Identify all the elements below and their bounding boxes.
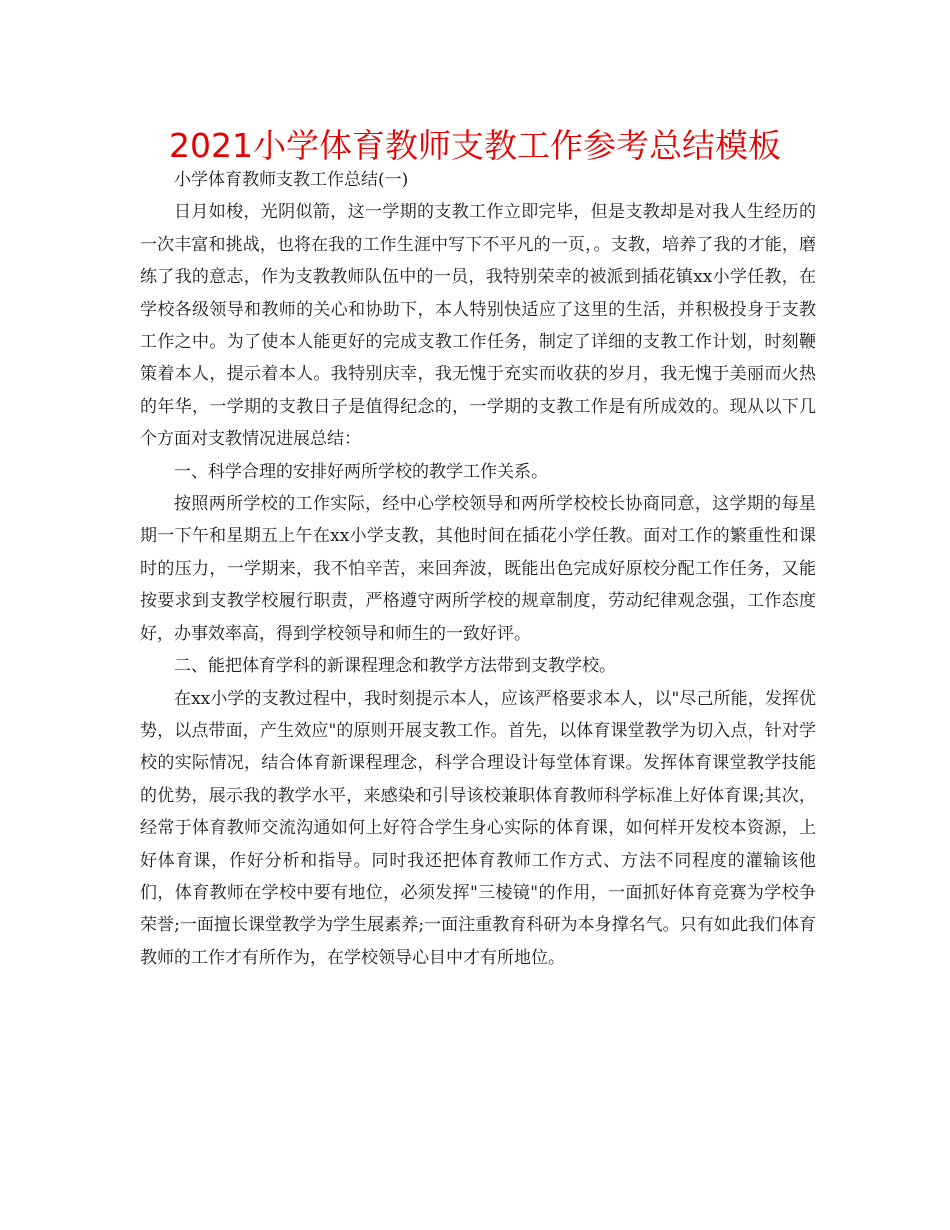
- document-body: [140, 164, 816, 974]
- heading-section-2: 二、能把体育学科的新课程理念和教学方法带到支教学校。: [174, 656, 616, 677]
- heading-section-1: 一、科学合理的安排好两所学校的教学工作关系。: [174, 461, 548, 482]
- paragraph-section-2: 在xx小学的支教过程中，我时刻提示本人，应该严格要求本人，以"尽己所能，发挥优势，以点带面，产生效应"的原则开展支教工作。首先，以体育课堂教学为切入点，针对学校的实际情况，结合体育新课程理念，科学合理设计每堂体育课。发挥体育课堂教学技能的优势，展示我的教学水平，来感染和引导该校兼职体育教师科学标准上好体育课;其次，经常于体育教师交流沟通如何上好符合学生身心实际的体育课，如何样开发校本资源，上好体育课，作好分析和指导。同时我还把体育教师工作方式、方法不同程度的灌输该他们，体育教师在学校中要有地位，必须发挥"三棱镜"的作用，一面抓好体育竞赛为学校争荣誉;一面擅长课堂教学为学生展素养;一面注重教育科研为本身撑名气。只有如此我们体育教师的工作才有所作为，在学校领导心目中才有所地位。: [140, 688, 816, 968]
- paragraph-intro: 日月如梭，光阴似箭，这一学期的支教工作立即完毕，但是支教却是对我人生经历的一次丰富和挑战，也将在我的工作生涯中写下不平凡的一页，。支教，培养了我的才能，磨练了我的意志，作为支教教师队伍中的一员，我特别荣幸的被派到插花镇xx小学任教，在学校各级领导和教师的关心和协助下，本人特别快适应了这里的生活，并积极投身于支教工作之中。为了使本人能更好的完成支教工作任务，制定了详细的支教工作计划，时刻鞭策着本人，提示着本人。我特别庆幸，我无愧于充实而收获的岁月，我无愧于美丽而火热的年华，一学期的支教日子是值得纪念的，一学期的支教工作是有所成效的。现从以下几个方面对支教情况进展总结：: [140, 202, 816, 450]
- document-title: 2021小学体育教师支教工作参考总结模板: [169, 126, 781, 165]
- section-subtitle: 小学体育教师支教工作总结(一): [174, 170, 409, 190]
- paragraph-section-1: 按照两所学校的工作实际，经中心学校领导和两所学校校长协商同意，这学期的每星期一下午和星期五上午在xx小学支教，其他时间在插花小学任教。面对工作的繁重性和课时的压力，一学期来，我不怕辛苦，来回奔波，既能出色完成好原校分配工作任务，又能按要求到支教学校履行职责，严格遵守两所学校的规章制度，劳动纪律观念强，工作态度好，办事效率高，得到学校领导和师生的一致好评。: [140, 494, 816, 644]
